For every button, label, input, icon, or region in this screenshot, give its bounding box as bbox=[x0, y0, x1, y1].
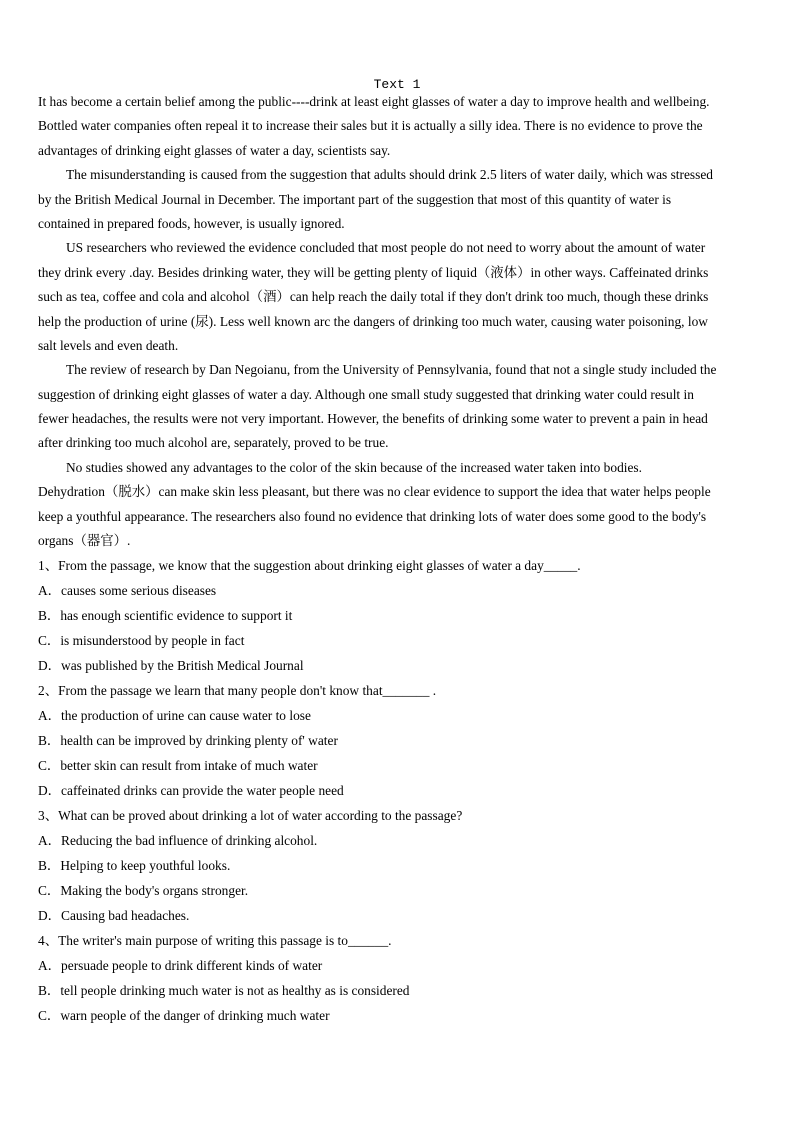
paragraph-line: No studies showed any advantages to the color of the skin because of the increased water taken into bodies. bbox=[66, 459, 642, 475]
question-stem: 2、From the passage we learn that many people don't know that_______ . bbox=[38, 683, 437, 698]
answer-option: A．the production of urine can cause water to lose bbox=[38, 708, 311, 723]
answer-option: B．tell people drinking much water is not as healthy as is considered bbox=[38, 983, 410, 998]
text-title: Text 1 bbox=[373, 77, 421, 92]
answer-option: D．was published by the British Medical Journal bbox=[38, 658, 304, 673]
questions bbox=[38, 553, 758, 1028]
paragraph bbox=[38, 456, 758, 554]
paragraph bbox=[38, 358, 758, 456]
answer-option: C．warn people of the danger of drinking much water bbox=[38, 1008, 330, 1023]
paragraph-line: such as tea, coffee and cola and alcohol（酒）can help reach the daily total if they don't drink too much, though these drinks bbox=[38, 289, 709, 305]
paragraph-line: The misunderstanding is caused from the suggestion that adults should drink 2.5 liters of water daily, which was stressed bbox=[66, 167, 713, 183]
paragraph bbox=[38, 163, 758, 236]
answer-option: A．Reducing the bad influence of drinking alcohol. bbox=[38, 833, 318, 848]
question-stem: 4、The writer's main purpose of writing this passage is to______. bbox=[38, 933, 392, 948]
question-stem: 1、From the passage, we know that the suggestion about drinking eight glasses of water a day_____. bbox=[38, 558, 581, 573]
answer-option: B．has enough scientific evidence to support it bbox=[38, 608, 293, 623]
paragraph-line: by the British Medical Journal in December. The important part of the suggestion that most of this quantity of water is bbox=[38, 191, 672, 207]
passage bbox=[38, 90, 758, 553]
question-stem: 3、What can be proved about drinking a lot of water according to the passage? bbox=[38, 808, 463, 823]
paragraph-line: Bottled water companies often repeal it to increase their sales but it is actually a silly idea. There is no evidence to prove the bbox=[38, 118, 703, 134]
paragraph-line: contained in prepared foods, however, is usually ignored. bbox=[38, 215, 345, 231]
answer-option: B．Helping to keep youthful looks. bbox=[38, 858, 231, 873]
paragraph-line: organs（器官）. bbox=[38, 533, 131, 549]
question bbox=[38, 803, 758, 928]
paragraph-line: US researchers who reviewed the evidence concluded that most people do not need to worry about the amount of water bbox=[66, 240, 706, 256]
answer-option: A．causes some serious diseases bbox=[38, 583, 217, 598]
paragraph-line: help the production of urine (尿). Less well known arc the dangers of drinking too much water, causing water poisoning, low bbox=[38, 313, 708, 329]
paragraph-line: they drink every .day. Besides drinking water, they will be getting plenty of liquid（液体）in other ways. Caffeinated drinks bbox=[38, 264, 709, 280]
paragraph bbox=[38, 90, 758, 163]
answer-option: D．caffeinated drinks can provide the water people need bbox=[38, 783, 344, 798]
answer-option: C．is misunderstood by people in fact bbox=[38, 633, 245, 648]
paragraph-line: keep a youthful appearance. The researchers also found no evidence that drinking lots of water does some good to the body's bbox=[38, 508, 707, 524]
answer-option: B．health can be improved by drinking plenty of' water bbox=[38, 733, 338, 748]
answer-option: A．persuade people to drink different kinds of water bbox=[38, 958, 323, 973]
paragraph bbox=[38, 236, 758, 358]
paragraph-line: fewer headaches, the results were not very important. However, the benefits of drinking some water to prevent a pain in head bbox=[38, 411, 708, 427]
answer-option: C．Making the body's organs stronger. bbox=[38, 883, 249, 898]
answer-option: D．Causing bad headaches. bbox=[38, 908, 190, 923]
question bbox=[38, 928, 758, 1028]
paragraph-line: advantages of drinking eight glasses of water a day, scientists say. bbox=[38, 142, 391, 158]
paragraph-line: The review of research by Dan Negoianu, from the University of Pennsylvania, found that not a single study included the bbox=[66, 362, 717, 378]
paragraph-line: salt levels and even death. bbox=[38, 337, 179, 353]
paragraph-line: It has become a certain belief among the public----drink at least eight glasses of water a day to improve health and wellbeing. bbox=[38, 94, 710, 109]
paragraph-line: Dehydration（脱水）can make skin less pleasant, but there was no clear evidence to support the idea that water helps people bbox=[38, 484, 711, 500]
paragraph-line: after drinking too much alcohol are, separately, proved to be true. bbox=[38, 435, 389, 451]
question bbox=[38, 553, 758, 678]
answer-option: C．better skin can result from intake of much water bbox=[38, 758, 318, 773]
question bbox=[38, 678, 758, 803]
paragraph-line: suggestion of drinking eight glasses of water a day. Although one small study suggested that drinking water could result in bbox=[38, 386, 694, 402]
